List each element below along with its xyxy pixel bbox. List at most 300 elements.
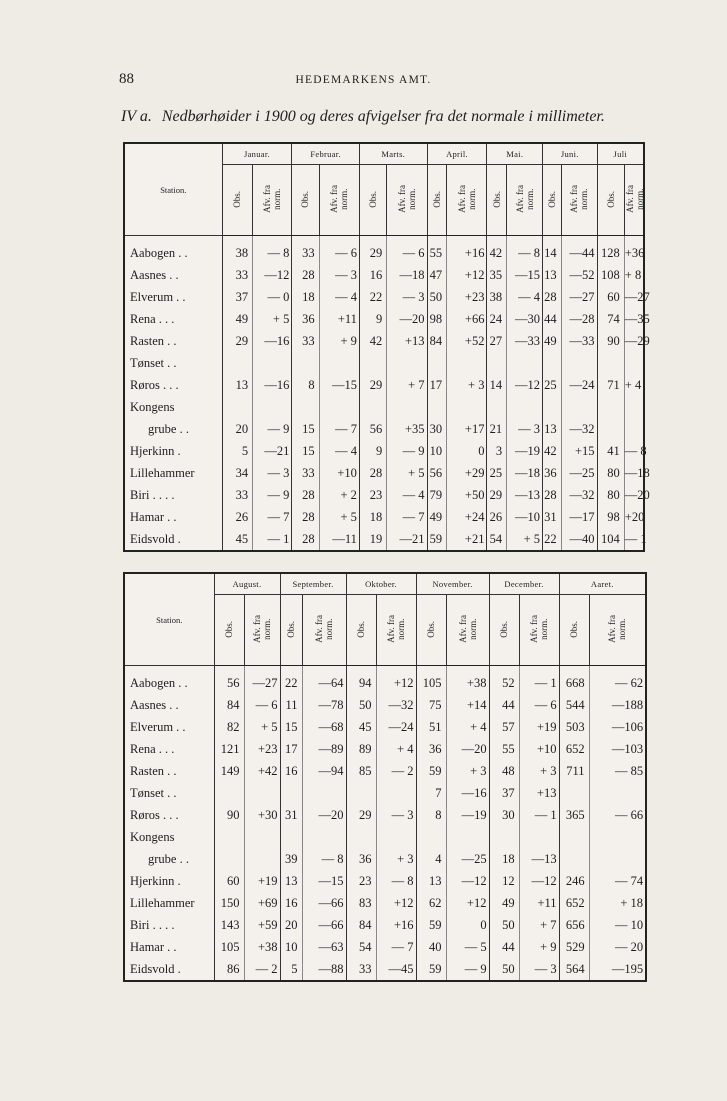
deviation-value: —44 [561, 236, 597, 265]
deviation-value: + 9 [519, 936, 559, 958]
deviation-header [244, 595, 280, 666]
deviation-value [387, 352, 427, 374]
obs-value: 23 [359, 484, 386, 506]
obs-value: 711 [559, 760, 589, 782]
table-row [124, 760, 646, 782]
deviation-label [607, 615, 627, 643]
obs-value [487, 352, 507, 374]
obs-value: 59 [427, 528, 447, 551]
deviation-value: +30 [244, 804, 280, 826]
deviation-value: — 9 [387, 440, 427, 462]
obs-label: Obs. [431, 190, 442, 208]
obs-label: Obs. [232, 190, 243, 208]
deviation-value: — 4 [319, 286, 359, 308]
deviation-label [386, 615, 406, 643]
deviation-value: —78 [302, 694, 346, 716]
deviation-value: +66 [447, 308, 487, 330]
table-row [124, 286, 644, 308]
station-name: Røros . . . [130, 378, 179, 392]
obs-value: 28 [292, 484, 319, 506]
obs-value: 56 [427, 462, 447, 484]
month-header: Juni. [543, 143, 598, 165]
deviation-value: —27 [624, 286, 644, 308]
deviation-value: —64 [302, 666, 346, 695]
deviation-value: —20 [624, 484, 644, 506]
obs-value: 20 [222, 418, 253, 440]
deviation-value: — 6 [319, 236, 359, 265]
obs-header [280, 595, 302, 666]
deviation-label-line1: Afv. fra [314, 615, 325, 643]
obs-value: 246 [559, 870, 589, 892]
obs-value: 13 [280, 870, 302, 892]
deviation-label [515, 185, 535, 213]
deviation-value: — 4 [319, 440, 359, 462]
table-row [124, 396, 644, 418]
station-name: Rasten . . [130, 334, 177, 348]
deviation-value [624, 418, 644, 440]
deviation-value: +10 [519, 738, 559, 760]
deviation-value: — 7 [319, 418, 359, 440]
deviation-value: — 4 [387, 484, 427, 506]
deviation-value: —25 [446, 848, 489, 870]
deviation-value: —40 [561, 528, 597, 551]
deviation-value: + 5 [507, 528, 543, 551]
obs-value: 18 [359, 506, 386, 528]
deviation-value: —27 [561, 286, 597, 308]
deviation-value [589, 826, 646, 848]
table-row [124, 462, 644, 484]
obs-value [597, 352, 624, 374]
obs-value: 56 [359, 418, 386, 440]
table-row [124, 506, 644, 528]
deviation-value: + 2 [319, 484, 359, 506]
obs-value: 20 [280, 914, 302, 936]
deviation-value: + 5 [387, 462, 427, 484]
obs-value: 83 [346, 892, 376, 914]
obs-value: 22 [359, 286, 386, 308]
deviation-value: — 9 [446, 958, 489, 981]
obs-value: 4 [416, 848, 446, 870]
deviation-value: —11 [319, 528, 359, 551]
deviation-label [569, 185, 589, 213]
deviation-value: — 7 [387, 506, 427, 528]
table-row [124, 826, 646, 848]
deviation-value: + 5 [244, 716, 280, 738]
deviation-label-line1: Afv. fra [329, 185, 340, 213]
month-header: Aaret. [559, 573, 646, 595]
deviation-value: + 4 [446, 716, 489, 738]
obs-value: 25 [487, 462, 507, 484]
deviation-header [387, 165, 427, 236]
obs-value: 71 [597, 374, 624, 396]
obs-value: 84 [427, 330, 447, 352]
obs-value [597, 396, 624, 418]
obs-value: 503 [559, 716, 589, 738]
obs-value: 18 [292, 286, 319, 308]
deviation-value: +16 [376, 914, 416, 936]
obs-value: 42 [543, 440, 562, 462]
deviation-value [446, 826, 489, 848]
deviation-value: — 8 [624, 440, 644, 462]
deviation-value: —66 [302, 914, 346, 936]
deviation-value [624, 352, 644, 374]
deviation-value [447, 352, 487, 374]
deviation-value: —32 [561, 484, 597, 506]
obs-value: 33 [222, 264, 253, 286]
obs-value: 5 [222, 440, 253, 462]
obs-value: 21 [487, 418, 507, 440]
obs-value: 14 [543, 236, 562, 265]
station-header [124, 573, 214, 666]
deviation-value: — 1 [253, 528, 292, 551]
obs-value: 56 [214, 666, 244, 695]
deviation-label-line1: Afv. fra [456, 185, 467, 213]
station-name: Aasnes . . [130, 698, 179, 712]
obs-value: 16 [280, 892, 302, 914]
obs-value: 37 [222, 286, 253, 308]
deviation-value: +15 [561, 440, 597, 462]
obs-value: 24 [487, 308, 507, 330]
month-header: April. [427, 143, 487, 165]
station-name: Hjerkinn . [130, 874, 181, 888]
obs-value: 35 [487, 264, 507, 286]
obs-value: 48 [489, 760, 519, 782]
deviation-value: —32 [376, 694, 416, 716]
deviation-value [319, 396, 359, 418]
obs-value: 105 [416, 666, 446, 695]
deviation-value: —45 [376, 958, 416, 981]
deviation-value: —25 [561, 462, 597, 484]
obs-value: 74 [597, 308, 624, 330]
station-name: Lillehammer [130, 466, 195, 480]
obs-value: 54 [346, 936, 376, 958]
obs-value: 104 [597, 528, 624, 551]
obs-value: 29 [346, 804, 376, 826]
obs-value: 22 [543, 528, 562, 551]
obs-label: Obs. [546, 190, 557, 208]
deviation-value: —16 [253, 374, 292, 396]
deviation-label-line2: norm. [272, 188, 283, 210]
station-name: Hjerkinn . [130, 444, 181, 458]
deviation-value: +19 [244, 870, 280, 892]
deviation-value: +42 [244, 760, 280, 782]
deviation-value: + 5 [253, 308, 292, 330]
obs-value: 7 [416, 782, 446, 804]
deviation-value: +14 [446, 694, 489, 716]
deviation-value [376, 782, 416, 804]
table-row [124, 936, 646, 958]
deviation-label-line1: Afv. fra [386, 615, 397, 643]
table-row [124, 782, 646, 804]
obs-value [346, 826, 376, 848]
obs-header [214, 595, 244, 666]
deviation-value: —52 [561, 264, 597, 286]
obs-value: 50 [346, 694, 376, 716]
obs-value: 149 [214, 760, 244, 782]
obs-value: 544 [559, 694, 589, 716]
deviation-header [561, 165, 597, 236]
obs-header [559, 595, 589, 666]
obs-value: 36 [292, 308, 319, 330]
obs-header [222, 165, 253, 236]
obs-value: 59 [416, 958, 446, 981]
obs-value [292, 396, 319, 418]
month-header: Januar. [222, 143, 292, 165]
month-header: Juli [597, 143, 644, 165]
table-row [124, 374, 644, 396]
obs-header [597, 165, 624, 236]
deviation-value: +38 [244, 936, 280, 958]
deviation-value: — 0 [253, 286, 292, 308]
deviation-label [529, 615, 549, 643]
deviation-value: +10 [319, 462, 359, 484]
station-header-label: Station. [156, 614, 183, 625]
deviation-label-line1: Afv. fra [607, 615, 618, 643]
deviation-value: + 7 [519, 914, 559, 936]
deviation-value: — 20 [589, 936, 646, 958]
obs-value: 10 [427, 440, 447, 462]
running-head: HEDEMARKENS AMT. [295, 74, 432, 86]
station-name: Biri . . . . [130, 918, 175, 932]
obs-header [346, 595, 376, 666]
precipitation-table-aug-year [123, 572, 647, 982]
deviation-value [589, 848, 646, 870]
month-header: Mai. [487, 143, 543, 165]
deviation-header [253, 165, 292, 236]
obs-value: 36 [346, 848, 376, 870]
deviation-value: —12 [507, 374, 543, 396]
obs-value: 55 [427, 236, 447, 265]
obs-value [559, 782, 589, 804]
obs-value: 50 [427, 286, 447, 308]
deviation-value: — 5 [446, 936, 489, 958]
deviation-value: — 1 [519, 804, 559, 826]
obs-value: 59 [416, 914, 446, 936]
obs-value: 13 [416, 870, 446, 892]
obs-value: 57 [489, 716, 519, 738]
deviation-value: —195 [589, 958, 646, 981]
deviation-value: +12 [446, 892, 489, 914]
obs-value: 26 [487, 506, 507, 528]
obs-value: 52 [489, 666, 519, 695]
deviation-value [302, 782, 346, 804]
station-name: Rena . . . [130, 312, 175, 326]
obs-value: 42 [487, 236, 507, 265]
obs-value: 19 [359, 528, 386, 551]
table-caption [121, 108, 605, 126]
obs-value: 50 [489, 914, 519, 936]
deviation-value: —19 [507, 440, 543, 462]
deviation-value: — 8 [253, 236, 292, 265]
obs-value: 44 [489, 936, 519, 958]
deviation-label-line2: norm. [617, 618, 628, 640]
deviation-value: +11 [319, 308, 359, 330]
deviation-value: +20 [624, 506, 644, 528]
deviation-label [262, 185, 282, 213]
obs-value: 143 [214, 914, 244, 936]
deviation-value [376, 826, 416, 848]
obs-value: 37 [489, 782, 519, 804]
deviation-label [252, 615, 272, 643]
month-header: September. [280, 573, 346, 595]
deviation-value: +12 [447, 264, 487, 286]
obs-value: 28 [292, 528, 319, 551]
deviation-value: +24 [447, 506, 487, 528]
obs-value: 13 [543, 264, 562, 286]
month-header: December. [489, 573, 559, 595]
deviation-value: — 9 [253, 484, 292, 506]
obs-value: 42 [359, 330, 386, 352]
obs-value: 3 [487, 440, 507, 462]
deviation-value: —33 [561, 330, 597, 352]
obs-value [489, 826, 519, 848]
deviation-value: +21 [447, 528, 487, 551]
table-row [124, 914, 646, 936]
station-name: Tønset . . [130, 356, 177, 370]
deviation-value: —10 [507, 506, 543, 528]
obs-value: 84 [346, 914, 376, 936]
table-row [124, 804, 646, 826]
deviation-value [561, 396, 597, 418]
table-row [124, 848, 646, 870]
obs-value [214, 848, 244, 870]
obs-value: 8 [292, 374, 319, 396]
obs-value: 33 [222, 484, 253, 506]
deviation-label-line2: norm. [262, 618, 272, 640]
deviation-label-line2: norm. [396, 618, 407, 640]
station-name: Aabogen . . [130, 676, 188, 690]
deviation-label-line2: norm. [524, 188, 535, 210]
deviation-value: —20 [302, 804, 346, 826]
station-name: Røros . . . [130, 808, 179, 822]
obs-value: 15 [292, 440, 319, 462]
obs-value: 34 [222, 462, 253, 484]
obs-value: 8 [416, 804, 446, 826]
obs-value: 27 [487, 330, 507, 352]
deviation-value: —29 [624, 330, 644, 352]
deviation-value: +19 [519, 716, 559, 738]
obs-label: Obs. [605, 190, 616, 208]
obs-value: 90 [214, 804, 244, 826]
deviation-value: —20 [446, 738, 489, 760]
obs-value [487, 396, 507, 418]
obs-value: 39 [280, 848, 302, 870]
station-name: grube . . [148, 422, 189, 436]
table-row [124, 308, 644, 330]
obs-value [359, 352, 386, 374]
deviation-value [302, 826, 346, 848]
obs-value: 86 [214, 958, 244, 981]
deviation-label-line1: Afv. fra [569, 185, 580, 213]
deviation-value: +69 [244, 892, 280, 914]
deviation-value: —15 [507, 264, 543, 286]
deviation-label [314, 615, 334, 643]
deviation-value: +36 [624, 236, 644, 265]
deviation-label-line1: Afv. fra [252, 615, 262, 643]
deviation-value: — 7 [376, 936, 416, 958]
deviation-value: + 3 [376, 848, 416, 870]
deviation-value: + 3 [447, 374, 487, 396]
deviation-label-line1: Afv. fra [624, 185, 635, 213]
deviation-value: —89 [302, 738, 346, 760]
obs-value: 15 [292, 418, 319, 440]
deviation-value: + 9 [319, 330, 359, 352]
obs-value: 80 [597, 484, 624, 506]
deviation-value [244, 826, 280, 848]
deviation-value [561, 352, 597, 374]
deviation-value: +11 [519, 892, 559, 914]
obs-value: 36 [416, 738, 446, 760]
obs-value: 80 [597, 462, 624, 484]
obs-value: 12 [489, 870, 519, 892]
deviation-label-line1: Afv. fra [514, 185, 525, 213]
deviation-label-line1: Afv. fra [457, 615, 468, 643]
obs-value: 51 [416, 716, 446, 738]
deviation-value [253, 396, 292, 418]
deviation-value: — 62 [589, 666, 646, 695]
obs-value: 75 [416, 694, 446, 716]
station-name: Aabogen . . [130, 246, 188, 260]
obs-value: 31 [280, 804, 302, 826]
deviation-value: —27 [244, 666, 280, 695]
deviation-value: —24 [561, 374, 597, 396]
deviation-value: — 3 [376, 804, 416, 826]
obs-value: 529 [559, 936, 589, 958]
obs-value: 9 [359, 308, 386, 330]
station-header-label: Station. [160, 184, 187, 195]
deviation-value [507, 352, 543, 374]
deviation-label-line2: norm. [539, 618, 550, 640]
obs-value: 49 [489, 892, 519, 914]
deviation-value: —106 [589, 716, 646, 738]
obs-value: 54 [487, 528, 507, 551]
deviation-value: — 8 [376, 870, 416, 892]
obs-value: 47 [427, 264, 447, 286]
obs-value [427, 352, 447, 374]
deviation-value: — 6 [387, 236, 427, 265]
station-name: Eidsvold . [130, 532, 181, 546]
station-name: Eidsvold . [130, 962, 181, 976]
deviation-value: +29 [447, 462, 487, 484]
deviation-value: —21 [387, 528, 427, 551]
table-row [124, 738, 646, 760]
station-name: Biri . . . . [130, 488, 175, 502]
deviation-value [319, 352, 359, 374]
obs-value: 28 [292, 264, 319, 286]
obs-value: 128 [597, 236, 624, 265]
obs-value: 45 [346, 716, 376, 738]
deviation-value: +23 [244, 738, 280, 760]
deviation-value: —17 [561, 506, 597, 528]
obs-value: 564 [559, 958, 589, 981]
deviation-label-line2: norm. [634, 188, 645, 210]
obs-value: 49 [543, 330, 562, 352]
deviation-value: —103 [589, 738, 646, 760]
obs-value: 40 [416, 936, 446, 958]
obs-value: 45 [222, 528, 253, 551]
month-header: Februar. [292, 143, 360, 165]
deviation-value: +35 [387, 418, 427, 440]
obs-value: 33 [346, 958, 376, 981]
deviation-value: +17 [447, 418, 487, 440]
deviation-value: + 7 [387, 374, 427, 396]
obs-value [543, 396, 562, 418]
obs-value: 656 [559, 914, 589, 936]
deviation-value: +59 [244, 914, 280, 936]
deviation-value: —24 [376, 716, 416, 738]
table-row [124, 666, 646, 695]
obs-value: 89 [346, 738, 376, 760]
